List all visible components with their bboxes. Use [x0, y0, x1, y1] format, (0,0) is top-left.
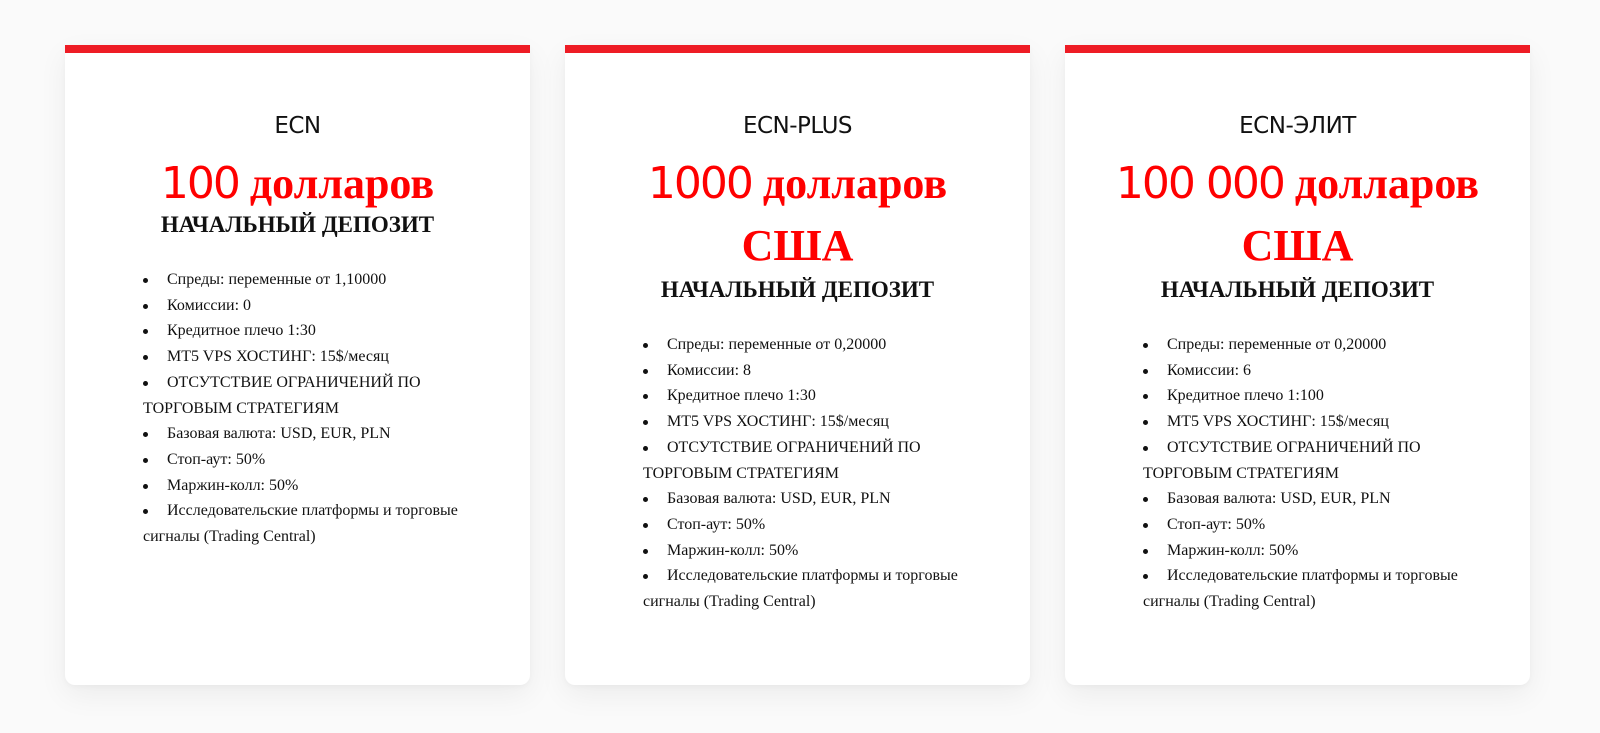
card-accent-bar [1065, 45, 1530, 53]
plan-price [1085, 153, 1510, 277]
price-number: 100 000 [1115, 158, 1284, 209]
feature-item: Кредитное плечо 1:100 [1143, 383, 1503, 409]
plan-name: ECN-PLUS [742, 113, 853, 139]
price-word: долларов [1283, 159, 1480, 208]
feature-list [643, 332, 1003, 615]
feature-item: MT5 VPS ХОСТИНГ: 15$/месяц [643, 409, 1003, 435]
feature-item: Кредитное плечо 1:30 [643, 383, 1003, 409]
feature-list [1143, 332, 1503, 615]
price-currency: США [1241, 221, 1354, 270]
feature-item: Базовая валюта: USD, EUR, PLN [643, 486, 1003, 512]
feature-list [143, 267, 503, 550]
feature-item: Базовая валюта: USD, EUR, PLN [143, 421, 503, 447]
price-word: долларов [238, 159, 435, 208]
feature-item: Стоп-аут: 50% [143, 447, 503, 473]
plan-name: ECN [274, 113, 321, 139]
plan-card-ecn-plus [565, 45, 1030, 685]
feature-item: Спреды: переменные от 0,20000 [643, 332, 1003, 358]
feature-item: Исследовательские платформы и торговые сигналы (Trading Central) [643, 563, 1003, 614]
feature-item: MT5 VPS ХОСТИНГ: 15$/месяц [1143, 409, 1503, 435]
feature-item: Спреды: переменные от 1,10000 [143, 267, 503, 293]
plan-name: ECN-ЭЛИТ [1239, 113, 1356, 139]
plan-card-ecn [65, 45, 530, 685]
feature-item: Маржин-колл: 50% [143, 473, 503, 499]
deposit-label: НАЧАЛЬНЫЙ ДЕПОЗИТ [660, 277, 935, 302]
feature-item: MT5 VPS ХОСТИНГ: 15$/месяц [143, 344, 503, 370]
card-accent-bar [65, 45, 530, 53]
deposit-label: НАЧАЛЬНЫЙ ДЕПОЗИТ [160, 212, 435, 237]
feature-item: Базовая валюта: USD, EUR, PLN [1143, 486, 1503, 512]
card-accent-bar [565, 45, 1030, 53]
deposit-label: НАЧАЛЬНЫЙ ДЕПОЗИТ [1160, 277, 1435, 302]
feature-item: Спреды: переменные от 0,20000 [1143, 332, 1503, 358]
feature-item: Стоп-аут: 50% [1143, 512, 1503, 538]
plan-card-ecn-elite [1065, 45, 1530, 685]
plan-price [585, 153, 1010, 277]
plan-price [85, 153, 510, 215]
feature-item: Маржин-колл: 50% [643, 538, 1003, 564]
feature-item: Комиссии: 8 [643, 358, 1003, 384]
price-word: долларов [751, 159, 948, 208]
feature-item: Стоп-аут: 50% [643, 512, 1003, 538]
feature-item: Маржин-колл: 50% [1143, 538, 1503, 564]
price-number: 1000 [647, 158, 752, 209]
feature-item: ОТСУТСТВИЕ ОГРАНИЧЕНИЙ ПО ТОРГОВЫМ СТРАТЕГИЯМ [643, 435, 1003, 486]
feature-item: Кредитное плечо 1:30 [143, 318, 503, 344]
price-currency: США [741, 221, 854, 270]
price-number: 100 [160, 158, 239, 209]
feature-item: Исследовательские платформы и торговые сигналы (Trading Central) [1143, 563, 1503, 614]
feature-item: ОТСУТСТВИЕ ОГРАНИЧЕНИЙ ПО ТОРГОВЫМ СТРАТЕГИЯМ [143, 370, 503, 421]
feature-item: Комиссии: 0 [143, 293, 503, 319]
feature-item: ОТСУТСТВИЕ ОГРАНИЧЕНИЙ ПО ТОРГОВЫМ СТРАТЕГИЯМ [1143, 435, 1503, 486]
feature-item: Исследовательские платформы и торговые сигналы (Trading Central) [143, 498, 503, 549]
feature-item: Комиссии: 6 [1143, 358, 1503, 384]
